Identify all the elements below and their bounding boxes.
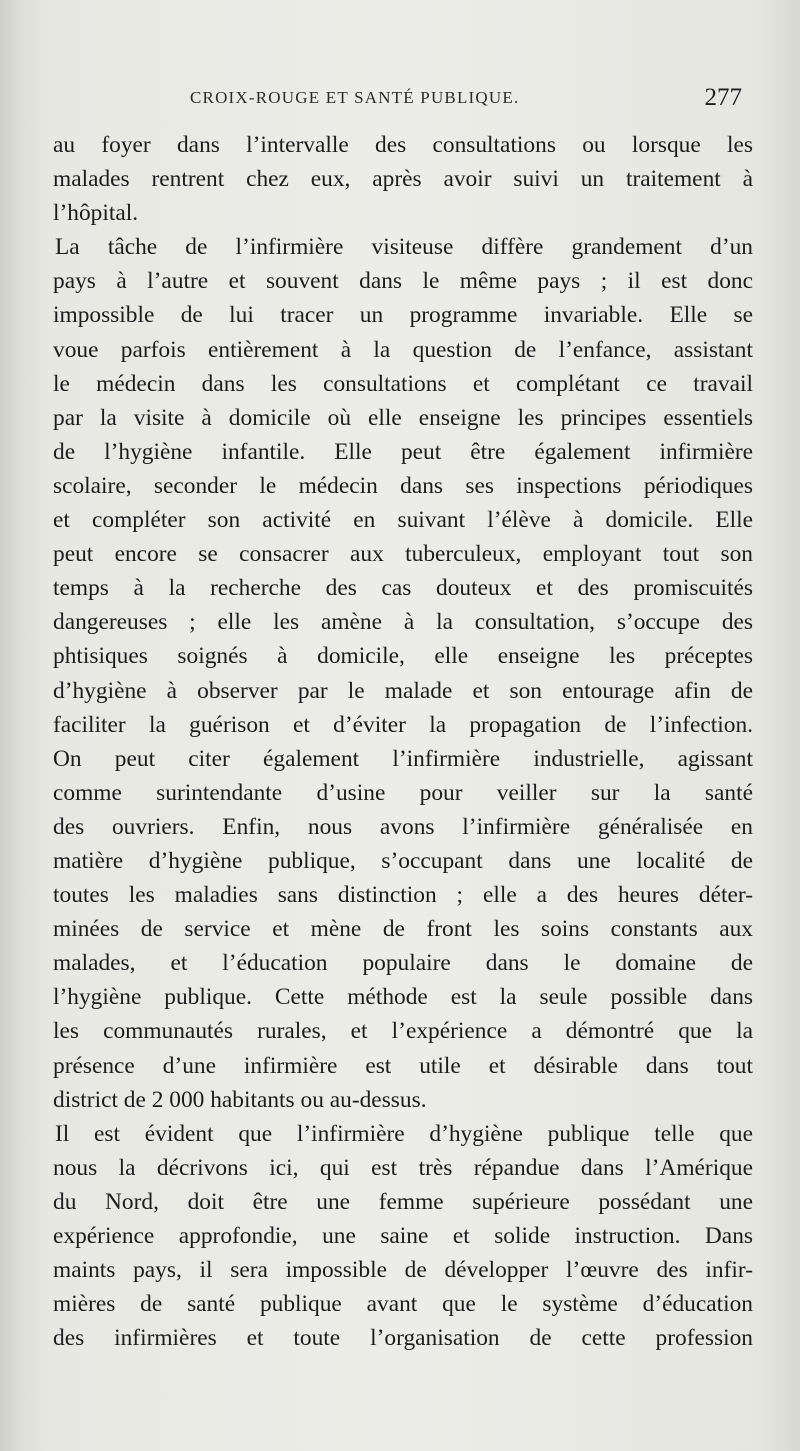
text-line: scolaire, seconder le médecin dans ses inspections périodiques — [53, 472, 753, 499]
body-text — [53, 128, 753, 1355]
text-line: au foyer dans l’intervalle des consultations ou lorsque les — [53, 132, 753, 158]
text-line: des ouvriers. Enfin, nous avons l’infirmière généralisée en — [53, 813, 753, 840]
text-line: peut encore se consacrer aux tuberculeux, employant tout son — [53, 541, 753, 568]
text-line: temps à la recherche des cas douteux et des promiscuités — [53, 575, 753, 602]
text-line: impossible de lui tracer un programme invariable. Elle se — [53, 302, 753, 329]
page-header — [190, 84, 742, 118]
text-line: voue parfois entièrement à la question de l’enfance, assistant — [53, 336, 753, 363]
text-line: On peut citer également l’infirmière industrielle, agissant — [53, 745, 753, 772]
text-line: nous la décrivons ici, qui est très répandue dans l’Amérique — [53, 1154, 753, 1181]
text-line: l’hôpital. — [53, 200, 139, 227]
running-head: CROIX-ROUGE ET SANTÉ PUBLIQUE. — [190, 88, 520, 107]
page-number: 277 — [704, 84, 742, 111]
text-line: comme surintendante d’usine pour veiller sur la santé — [53, 779, 753, 806]
text-line: par la visite à domicile où elle enseigne les principes essentiels — [53, 404, 753, 431]
text-line: malades, et l’éducation populaire dans le domaine de — [53, 950, 753, 977]
text-line: toutes les maladies sans distinction ; elle a des heures déter- — [53, 882, 753, 909]
text-line: faciliter la guérison et d’éviter la propagation de l’infection. — [53, 711, 753, 738]
text-line: du Nord, doit être une femme supérieure possédant une — [53, 1188, 753, 1215]
text-line: minées de service et mène de front les soins constants aux — [53, 916, 753, 943]
text-line: phtisiques soignés à domicile, elle enseigne les préceptes — [53, 643, 753, 670]
text-line: matière d’hygiène publique, s’occupant dans une localité de — [53, 847, 753, 874]
text-line: malades rentrent chez eux, après avoir suivi un traitement à — [53, 166, 753, 193]
text-line: pays à l’autre et souvent dans le même pays ; il est donc — [53, 268, 753, 295]
text-line: le médecin dans les consultations et complétant ce travail — [53, 370, 753, 397]
text-line: maints pays, il sera impossible de développer l’œuvre des infir- — [53, 1257, 753, 1284]
text-line: d’hygiène à observer par le malade et son entourage afin de — [53, 677, 753, 704]
text-line: et compléter son activité en suivant l’élève à domicile. Elle — [53, 507, 753, 534]
text-line: La tâche de l’infirmière visiteuse diffère grandement d’un — [55, 234, 753, 261]
text-line: les communautés rurales, et l’expérience a démontré que la — [53, 1018, 753, 1045]
text-line: l’hygiène publique. Cette méthode est la seule possible dans — [53, 984, 753, 1011]
text-line: district de 2 000 habitants ou au-dessus. — [53, 1086, 427, 1113]
text-line: de l’hygiène infantile. Elle peut être également infirmière — [53, 438, 753, 465]
text-line: mières de santé publique avant que le système d’éducation — [53, 1291, 753, 1318]
text-line: des infirmières et toute l’organisation de cette profession — [53, 1325, 753, 1352]
text-line: présence d’une infirmière est utile et désirable dans tout — [53, 1052, 753, 1079]
text-line: dangereuses ; elle les amène à la consultation, s’occupe des — [53, 609, 753, 636]
text-line: Il est évident que l’infirmière d’hygiène publique telle que — [55, 1120, 753, 1147]
text-line: expérience approfondie, une saine et solide instruction. Dans — [53, 1223, 753, 1249]
